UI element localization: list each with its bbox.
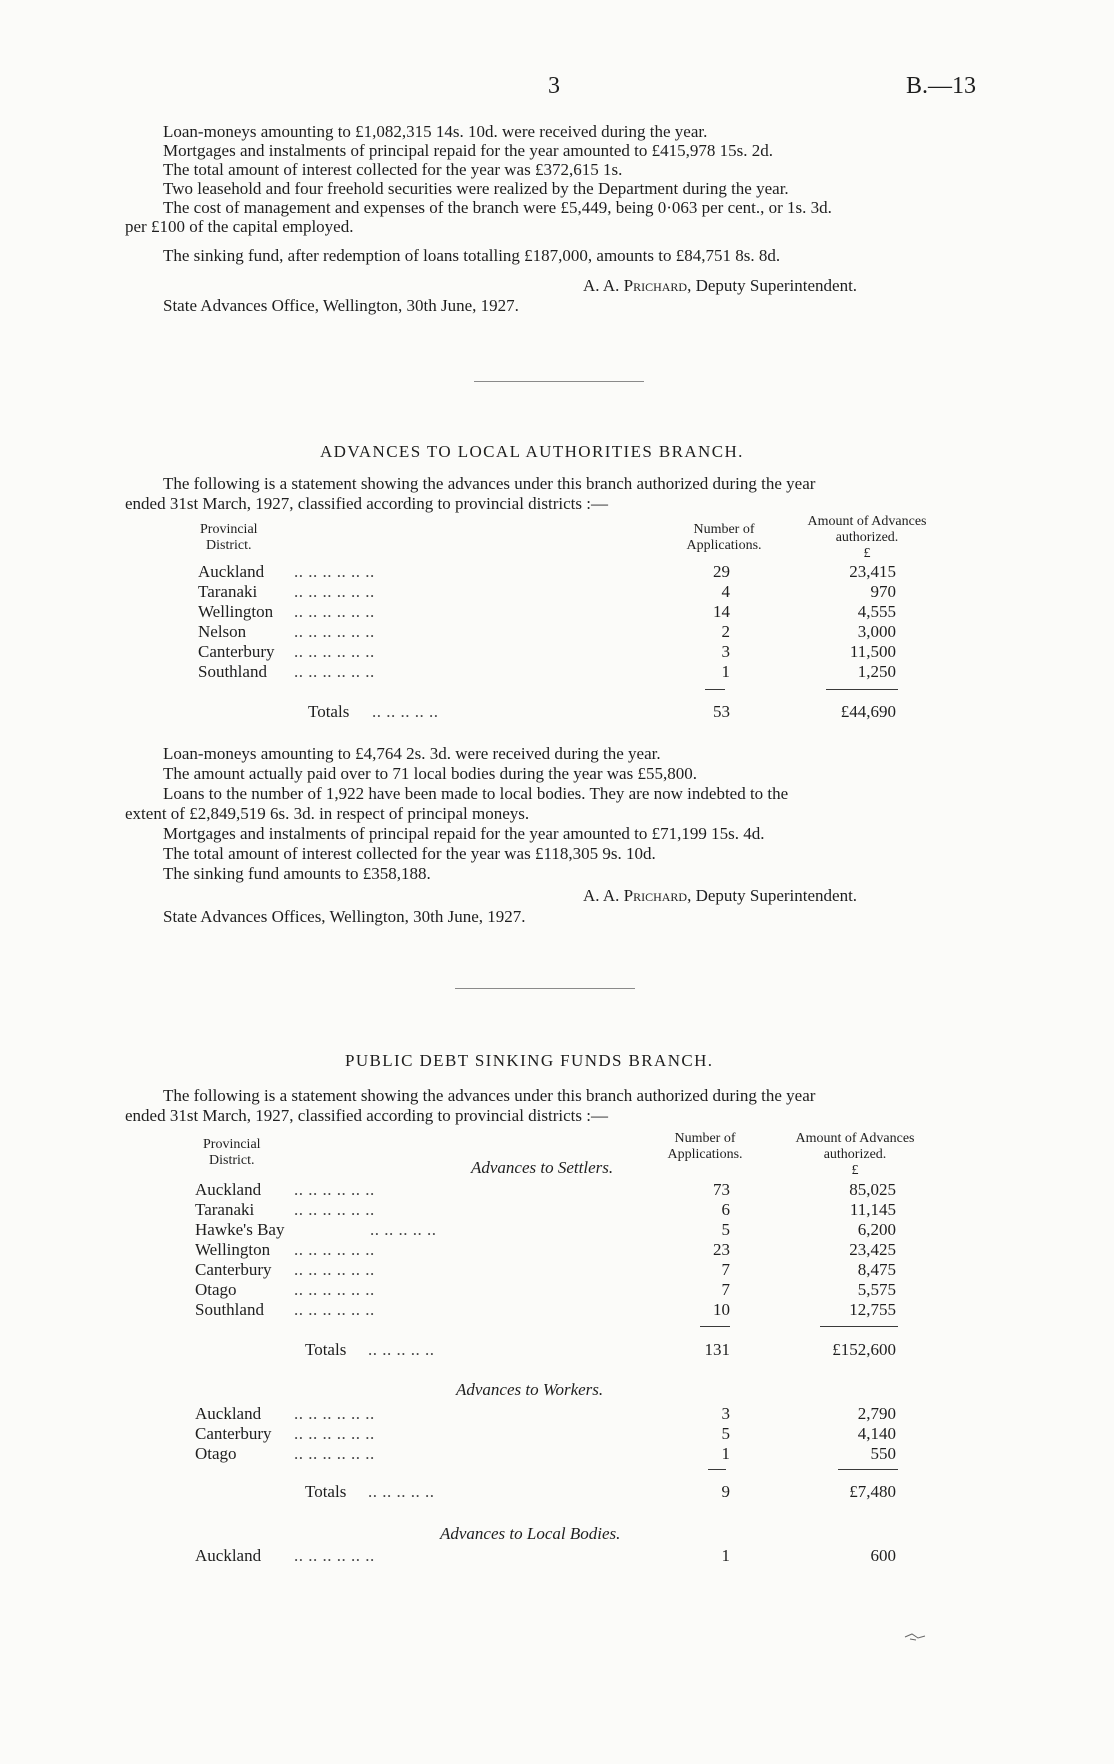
- amount-cell: 6,200: [857, 1220, 896, 1239]
- amount-cell: 1,250: [857, 662, 896, 681]
- table-row: [0, 1300, 1114, 1320]
- district-cell: Hawke's Bay: [195, 1220, 285, 1239]
- signature: [583, 276, 857, 296]
- table-row: [0, 1240, 1114, 1260]
- text-line: Two leasehold and four freehold securities were realized by the Department during the year.: [163, 179, 789, 198]
- intro-line: ended 31st March, 1927, classified according to provincial districts :—: [125, 494, 608, 513]
- header-text: Provincial: [203, 1137, 261, 1152]
- table-row: [0, 1220, 1114, 1240]
- dot-leader: .. .. .. .. .. ..: [294, 1280, 375, 1299]
- column-header-number: [677, 522, 771, 554]
- signature-name: A. A. Prichard,: [583, 276, 692, 295]
- applications-cell: 1: [721, 1546, 730, 1565]
- district-cell: Wellington: [198, 602, 274, 621]
- applications-cell: 3: [721, 1404, 730, 1423]
- totals-row: [0, 1340, 1114, 1360]
- amount-cell: 4,140: [857, 1424, 896, 1443]
- applications-cell: 1: [721, 1444, 730, 1463]
- amount-cell: 11,145: [849, 1200, 896, 1219]
- district-cell: Southland: [198, 662, 267, 681]
- amount-cell: 23,425: [849, 1240, 896, 1259]
- signature-title: Deputy Superintendent.: [695, 886, 858, 905]
- header-text: Amount of Advances: [795, 1131, 915, 1146]
- district-cell: Auckland: [198, 562, 265, 581]
- header-text: £: [863, 546, 871, 561]
- section-divider: [474, 381, 644, 382]
- amount-cell: 5,575: [857, 1280, 896, 1299]
- table-row: [0, 1200, 1114, 1220]
- district-cell: Otago: [195, 1444, 237, 1463]
- district-cell: Auckland: [195, 1546, 262, 1565]
- district-cell: Auckland: [195, 1404, 262, 1423]
- column-header-number: [655, 1131, 755, 1163]
- amount-cell: 8,475: [857, 1260, 896, 1279]
- totals-label: Totals: [308, 702, 350, 721]
- amount-cell: 11,500: [849, 642, 896, 661]
- note-line: Loans to the number of 1,922 have been made to local bodies. They are now indebted to the: [163, 784, 789, 803]
- header-text: District.: [206, 538, 252, 553]
- table-row: [0, 1444, 1114, 1464]
- total-rule: [705, 689, 725, 690]
- signature: [583, 886, 857, 906]
- applications-cell: 73: [713, 1180, 730, 1199]
- applications-cell: 1: [721, 662, 730, 681]
- table-row: [0, 642, 1114, 662]
- header-text: authorized.: [835, 530, 899, 545]
- header-text: Applications.: [686, 538, 762, 553]
- district-cell: Wellington: [195, 1240, 271, 1259]
- applications-cell: 14: [713, 602, 730, 621]
- note-line: The amount actually paid over to 71 local bodies during the year was £55,800.: [163, 764, 697, 783]
- header-text: Provincial: [200, 522, 258, 537]
- total-rule: [838, 1469, 898, 1470]
- applications-cell: 4: [721, 582, 730, 601]
- amount-cell: 3,000: [857, 622, 896, 641]
- text-line: Loan-moneys amounting to £1,082,315 14s. 10d. were received during the year.: [163, 122, 708, 141]
- header-text: Amount of Advances: [807, 514, 927, 529]
- total-rule: [708, 1469, 726, 1470]
- subsection-title-workers: Advances to Workers.: [456, 1380, 604, 1399]
- district-cell: Canterbury: [195, 1260, 272, 1279]
- applications-cell: 2: [721, 622, 730, 641]
- subsection-title-settlers: Advances to Settlers.: [471, 1158, 614, 1177]
- printers-mark-icon: [904, 1632, 926, 1642]
- totals-row: [0, 1482, 1114, 1502]
- text-line: The cost of management and expenses of the branch were £5,449, being 0·063 per cent., or 1s. 3d.: [163, 198, 832, 217]
- district-cell: Nelson: [198, 622, 247, 641]
- applications-cell: 6: [721, 1200, 730, 1219]
- applications-cell: 5: [721, 1424, 730, 1443]
- amount-cell: 12,755: [849, 1300, 896, 1319]
- totals-amount: £152,600: [832, 1340, 896, 1359]
- district-cell: Taranaki: [195, 1200, 255, 1219]
- column-header-amount: [775, 1131, 935, 1179]
- amount-cell: 550: [870, 1444, 896, 1463]
- signature-title: Deputy Superintendent.: [695, 276, 858, 295]
- applications-cell: 7: [721, 1280, 730, 1299]
- table-row: [0, 1546, 1114, 1566]
- table-row: [0, 1180, 1114, 1200]
- amount-cell: 4,555: [857, 602, 896, 621]
- table-row: [0, 582, 1114, 602]
- total-rule: [700, 1326, 730, 1327]
- amount-cell: 2,790: [857, 1404, 896, 1423]
- section-heading: PUBLIC DEBT SINKING FUNDS BRANCH.: [345, 1051, 714, 1070]
- header-text: Applications.: [667, 1147, 743, 1162]
- dot-leader: .. .. .. .. ..: [372, 702, 439, 721]
- subsection-title-local-bodies: Advances to Local Bodies.: [440, 1524, 621, 1543]
- totals-row: [0, 702, 1114, 722]
- dot-leader: .. .. .. .. .. ..: [294, 1300, 375, 1319]
- amount-cell: 970: [870, 582, 896, 601]
- dot-leader: .. .. .. .. .. ..: [294, 1240, 375, 1259]
- totals-number: 53: [713, 702, 730, 721]
- header-text: £: [851, 1163, 859, 1178]
- note-line: Mortgages and instalments of principal repaid for the year amounted to £71,199 15s. 4d.: [163, 824, 765, 843]
- dot-leader: .. .. .. .. .. ..: [294, 1424, 375, 1443]
- totals-label: Totals: [305, 1482, 347, 1501]
- dot-leader: .. .. .. .. ..: [368, 1340, 435, 1359]
- column-header-district: [203, 1137, 261, 1169]
- dot-leader: .. .. .. .. .. ..: [294, 1404, 375, 1423]
- district-cell: Auckland: [195, 1180, 262, 1199]
- column-header-amount: [787, 514, 947, 562]
- section-heading: ADVANCES TO LOCAL AUTHORITIES BRANCH.: [320, 442, 744, 461]
- total-rule: [820, 1326, 898, 1327]
- table-row: [0, 622, 1114, 642]
- amount-cell: 23,415: [849, 562, 896, 581]
- dot-leader: .. .. .. .. ..: [368, 1482, 435, 1501]
- text-line: The sinking fund, after redemption of loans totalling £187,000, amounts to £84,751 8s. 8d.: [163, 246, 781, 265]
- dot-leader: .. .. .. .. .. ..: [294, 622, 375, 641]
- page-number: 3: [548, 73, 560, 99]
- district-cell: Canterbury: [195, 1424, 272, 1443]
- header-text: Number of: [693, 522, 755, 537]
- dot-leader: .. .. .. .. ..: [370, 1220, 437, 1239]
- totals-number: 9: [721, 1482, 730, 1501]
- totals-number: 131: [704, 1340, 730, 1359]
- applications-cell: 7: [721, 1260, 730, 1279]
- signature-name: A. A. Prichard,: [583, 886, 692, 905]
- table-row: [0, 1424, 1114, 1444]
- dot-leader: .. .. .. .. .. ..: [294, 1180, 375, 1199]
- header-text: authorized.: [823, 1147, 887, 1162]
- office-date: State Advances Office, Wellington, 30th June, 1927.: [163, 296, 519, 315]
- totals-label: Totals: [305, 1340, 347, 1359]
- dot-leader: .. .. .. .. .. ..: [294, 562, 375, 581]
- dot-leader: .. .. .. .. .. ..: [294, 1546, 375, 1565]
- table-row: [0, 1404, 1114, 1424]
- applications-cell: 10: [713, 1300, 730, 1319]
- header-text: District.: [209, 1153, 255, 1168]
- note-line: Loan-moneys amounting to £4,764 2s. 3d. were received during the year.: [163, 744, 661, 763]
- office-date: State Advances Offices, Wellington, 30th June, 1927.: [163, 907, 526, 926]
- table-row: [0, 1260, 1114, 1280]
- amount-cell: 85,025: [849, 1180, 896, 1199]
- applications-cell: 3: [721, 642, 730, 661]
- note-line: The sinking fund amounts to £358,188.: [163, 864, 431, 883]
- intro-line: The following is a statement showing the advances under this branch authorized during the year: [163, 1086, 816, 1105]
- total-rule: [826, 689, 898, 690]
- applications-cell: 23: [713, 1240, 730, 1259]
- totals-amount: £7,480: [849, 1482, 896, 1501]
- header-text: Number of: [674, 1131, 736, 1146]
- intro-line: The following is a statement showing the advances under this branch authorized during the year: [163, 474, 816, 493]
- applications-cell: 29: [713, 562, 730, 581]
- column-header-district: [200, 522, 258, 554]
- text-line: per £100 of the capital employed.: [125, 217, 354, 236]
- dot-leader: .. .. .. .. .. ..: [294, 1444, 375, 1463]
- district-cell: Taranaki: [198, 582, 258, 601]
- text-line: Mortgages and instalments of principal repaid for the year amounted to £415,978 15s. 2d.: [163, 141, 773, 160]
- district-cell: Otago: [195, 1280, 237, 1299]
- applications-cell: 5: [721, 1220, 730, 1239]
- table-row: [0, 602, 1114, 622]
- dot-leader: .. .. .. .. .. ..: [294, 662, 375, 681]
- dot-leader: .. .. .. .. .. ..: [294, 602, 375, 621]
- totals-amount: £44,690: [840, 702, 896, 721]
- district-cell: Canterbury: [198, 642, 275, 661]
- dot-leader: .. .. .. .. .. ..: [294, 582, 375, 601]
- table-row: [0, 1280, 1114, 1300]
- amount-cell: 600: [870, 1546, 896, 1565]
- section-divider: [455, 988, 635, 989]
- text-line: The total amount of interest collected for the year was £372,615 1s.: [163, 160, 623, 179]
- dot-leader: .. .. .. .. .. ..: [294, 1260, 375, 1279]
- district-cell: Southland: [195, 1300, 264, 1319]
- intro-line: ended 31st March, 1927, classified according to provincial districts :—: [125, 1106, 608, 1125]
- dot-leader: .. .. .. .. .. ..: [294, 1200, 375, 1219]
- table-row: [0, 662, 1114, 682]
- table-row: [0, 562, 1114, 582]
- note-line: The total amount of interest collected for the year was £118,305 9s. 10d.: [163, 844, 656, 863]
- dot-leader: .. .. .. .. .. ..: [294, 642, 375, 661]
- page-reference: B.—13: [906, 73, 977, 99]
- note-line: extent of £2,849,519 6s. 3d. in respect of principal moneys.: [125, 804, 530, 823]
